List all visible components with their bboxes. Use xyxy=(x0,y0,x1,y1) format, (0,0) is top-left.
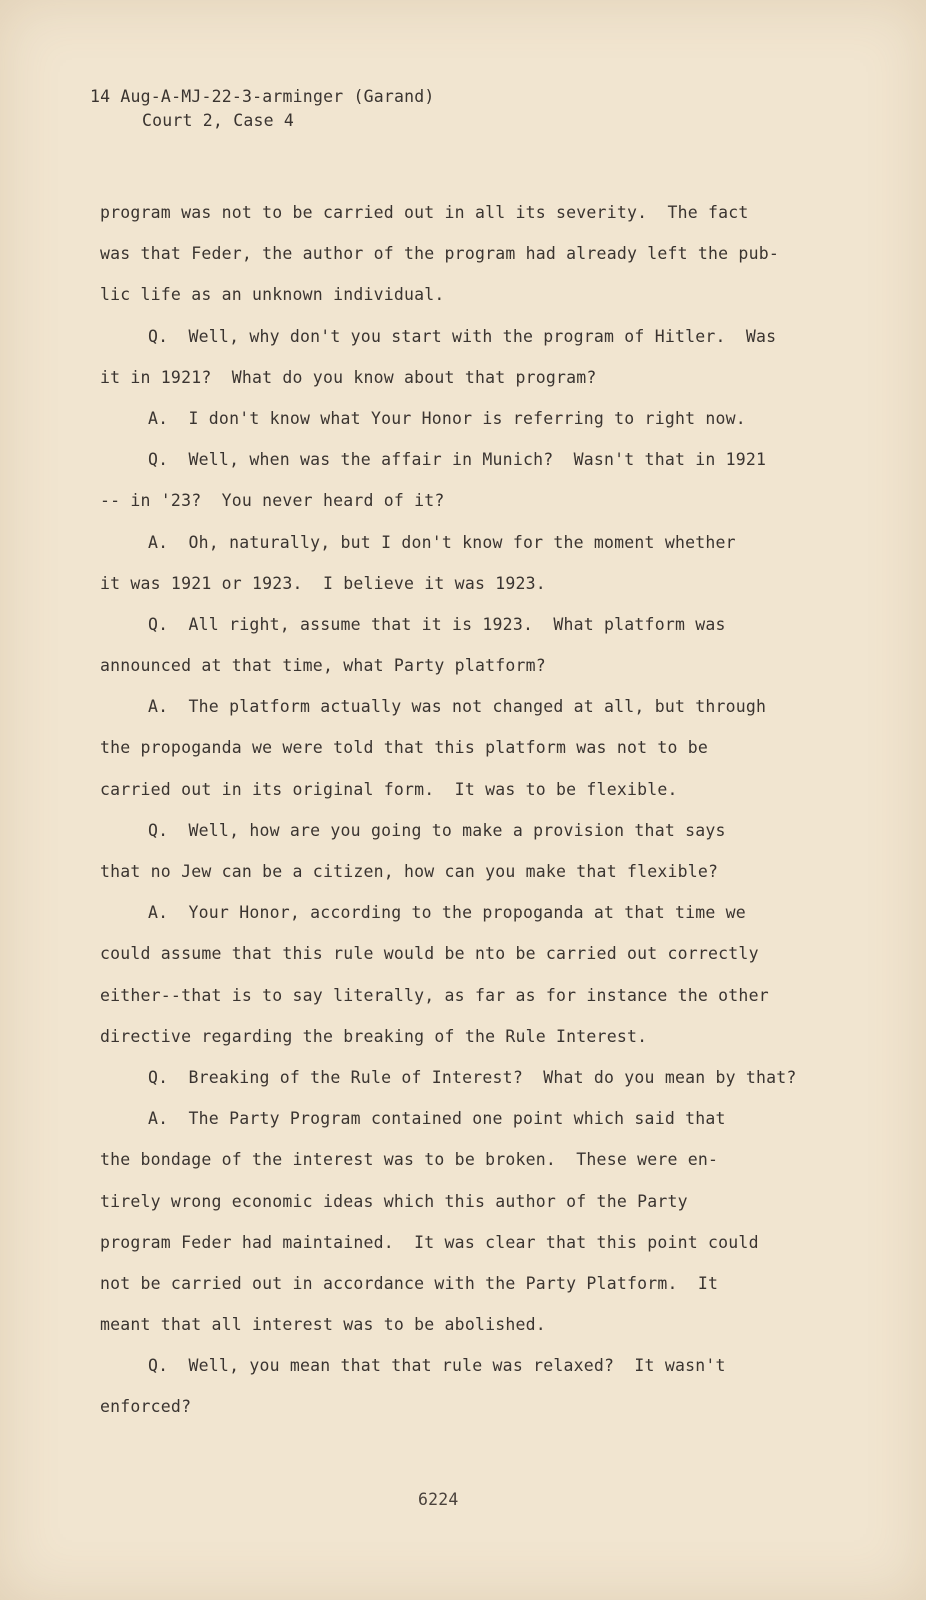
text-line: the propoganda we were told that this platform was not to be xyxy=(100,738,709,758)
text-line: tirely wrong economic ideas which this author of the Party xyxy=(100,1191,688,1211)
text-line: not be carried out in accordance with the Party Platform. It xyxy=(100,1273,719,1293)
question-line: Q. Well, why don't you start with the program of Hitler. Was xyxy=(148,326,777,346)
text-line: -- in '23? You never heard of it? xyxy=(100,491,445,511)
text-line: directive regarding the breaking of the Rule Interest. xyxy=(100,1026,648,1046)
answer-line: A. The Party Program contained one point which said that xyxy=(148,1109,726,1129)
answer-line: A. Your Honor, according to the propoganda at that time we xyxy=(148,903,746,923)
header-court-line: Court 2, Case 4 xyxy=(142,111,295,130)
answer-line: A. The platform actually was not changed at all, but through xyxy=(148,697,767,717)
text-line: enforced? xyxy=(100,1397,192,1417)
text-line: lic life as an unknown individual. xyxy=(100,285,445,305)
text-line: program was not to be carried out in all its severity. The fact xyxy=(100,203,749,222)
question-line: Q. Well, when was the affair in Munich? Wasn't that in 1921 xyxy=(148,450,767,470)
text-line: carried out in its original form. It was to be flexible. xyxy=(100,779,678,799)
text-line: it in 1921? What do you know about that program? xyxy=(100,367,597,387)
question-line: Q. Well, how are you going to make a provision that says xyxy=(148,820,726,840)
text-line: program Feder had maintained. It was clear that this point could xyxy=(100,1232,759,1252)
text-line: the bondage of the interest was to be broken. These were en- xyxy=(100,1150,719,1170)
page-number: 6224 xyxy=(418,1490,459,1509)
text-line: was that Feder, the author of the program had already left the pub- xyxy=(100,244,779,264)
text-line: meant that all interest was to be abolished. xyxy=(100,1315,546,1335)
text-line: announced at that time, what Party platform? xyxy=(100,656,546,676)
text-line: that no Jew can be a citizen, how can you make that flexible? xyxy=(100,862,719,881)
question-line: Q. Breaking of the Rule of Interest? What do you mean by that? xyxy=(148,1067,797,1087)
transcript-body xyxy=(100,202,800,1438)
text-line: could assume that this rule would be nto be carried out correctly xyxy=(100,944,759,964)
answer-line: A. Oh, naturally, but I don't know for the moment whether xyxy=(148,532,736,552)
question-line: Q. Well, you mean that that rule was relaxed? It wasn't xyxy=(148,1356,726,1376)
text-line: either--that is to say literally, as far as for instance the other xyxy=(100,985,769,1005)
answer-line: A. I don't know what Your Honor is referring to right now. xyxy=(148,408,746,428)
text-line: it was 1921 or 1923. I believe it was 1923. xyxy=(100,573,546,593)
question-line: Q. All right, assume that it is 1923. What platform was xyxy=(148,614,726,634)
header-session-line: 14 Aug-A-MJ-22-3-arminger (Garand) xyxy=(90,87,435,106)
transcript-header xyxy=(90,85,435,133)
